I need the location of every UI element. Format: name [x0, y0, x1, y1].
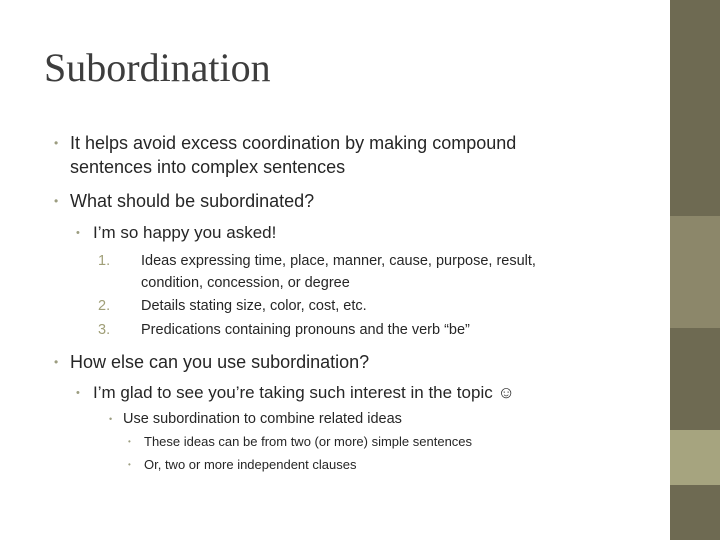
bullet-icon: •	[54, 194, 59, 208]
bullet-icon: •	[109, 414, 113, 424]
number-marker: 2.	[98, 298, 111, 314]
bullet-text-continued: sentences into complex sentences	[70, 157, 346, 177]
side-block	[670, 0, 720, 216]
level4-bullet-text: These ideas can be from two (or more) simple sentences	[144, 434, 473, 449]
bullet-item	[54, 350, 614, 374]
numbered-text-continued: condition, concession, or degree	[141, 275, 350, 291]
side-divider	[666, 0, 670, 540]
bullet-icon: •	[128, 437, 131, 446]
number-marker: 1.	[98, 253, 111, 269]
bullet-icon: •	[54, 355, 59, 369]
level4-bullet-item	[128, 431, 648, 453]
numbered-item	[98, 319, 618, 341]
side-block	[670, 216, 720, 328]
sub-sub-bullet-text: Use subordination to combine related ideas	[123, 411, 402, 427]
side-block	[670, 485, 720, 540]
bullet-icon: •	[76, 227, 80, 239]
sub-bullet-item	[76, 382, 646, 404]
sub-sub-bullet-item	[109, 408, 629, 430]
sub-bullet-text: I’m glad to see you’re taking such interest in the topic ☺	[93, 383, 515, 402]
numbered-text: Ideas expressing time, place, manner, cause, purpose, result,	[141, 253, 536, 269]
sub-bullet-item	[76, 222, 646, 244]
level4-bullet-item	[128, 454, 648, 476]
bullet-text: It helps avoid excess coordination by making compound	[70, 133, 517, 153]
bullet-text: How else can you use subordination?	[70, 352, 370, 372]
side-block	[670, 328, 720, 430]
bullet-icon: •	[76, 387, 80, 399]
sub-bullet-text: I’m so happy you asked!	[93, 223, 277, 242]
numbered-text: Predications containing pronouns and the verb “be”	[141, 322, 470, 338]
side-block	[670, 430, 720, 485]
numbered-item	[98, 250, 618, 294]
number-marker: 3.	[98, 322, 111, 338]
bullet-icon: •	[128, 460, 131, 469]
slide-title: Subordination	[44, 45, 271, 90]
bullet-text: What should be subordinated?	[70, 191, 315, 211]
numbered-text: Details stating size, color, cost, etc.	[141, 298, 367, 314]
level4-bullet-text: Or, two or more independent clauses	[144, 457, 357, 472]
numbered-item	[98, 295, 618, 317]
bullet-icon: •	[54, 136, 59, 150]
bullet-item	[54, 189, 614, 213]
bullet-item	[54, 131, 614, 179]
